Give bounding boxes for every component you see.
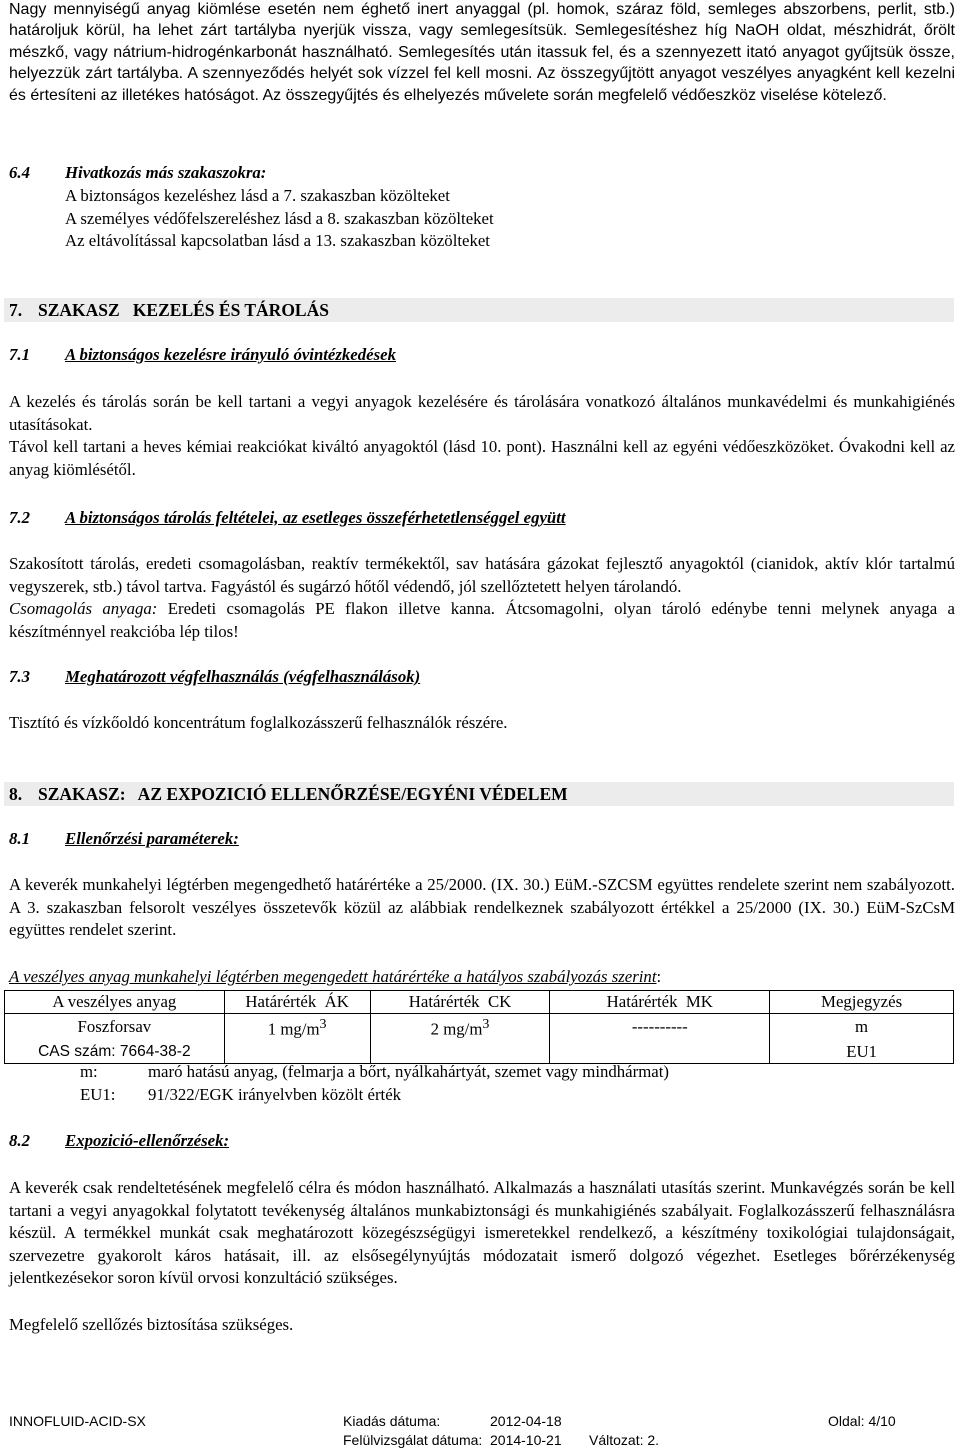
section-8-heading — [9, 782, 568, 806]
header-cell: Határérték MK — [550, 991, 770, 1014]
footer-issue-label: Kiadás dátuma: — [343, 1413, 441, 1429]
reference-item: A biztonságos kezeléshez lásd a 7. szakaszban közölteket — [65, 186, 450, 205]
reference-list — [65, 185, 494, 253]
cas-number-cell: CAS szám: 7664-38-2 — [5, 1041, 225, 1064]
storage-paragraph-1: Szakosított tárolás, eredeti csomagolásban, reaktív termékektől, sav hatására gázokat fejlesztő anyagoktól (cianidok, aktív klór tartalmú vegyszerek, stb.) távol tartva. Fagyástól és sugárzó hőtől védendő, jól szellőztetett helyen tárolandó. — [9, 554, 955, 596]
subsection-number: 8.2 — [9, 1131, 30, 1150]
footer-product-name: INNOFLUID-ACID-SX — [9, 1413, 146, 1429]
subsection-7-1-heading — [9, 344, 396, 366]
legend-key: m: — [80, 1062, 98, 1081]
legend-key: EU1: — [80, 1085, 116, 1104]
ventilation-paragraph: Megfelelő szellőzés biztosítása szükséges. — [9, 1315, 294, 1334]
subsection-title: Hivatkozás más szakaszokra: — [65, 163, 267, 182]
exposure-limits-table — [4, 990, 954, 1064]
subsection-6-4-heading — [9, 162, 266, 184]
subsection-title: Expozició-ellenőrzések: — [65, 1131, 230, 1150]
reference-item: A személyes védőfelszereléshez lásd a 8. szakaszban közölteket — [65, 208, 494, 228]
section-title: SZAKASZ: AZ EXPOZICIÓ ELLENŐRZÉSE/EGYÉNI VÉDELEM — [38, 784, 568, 804]
footer-issue-date: 2012-04-18 — [490, 1413, 562, 1429]
footer-version: Változat: 2. — [589, 1432, 660, 1448]
header-cell: Megjegyzés — [770, 991, 954, 1014]
table-caption-text: A veszélyes anyag munkahelyi légtérben megengedett határértéke a hatályos szabályozás szerint — [9, 967, 657, 986]
subsection-8-2-heading — [9, 1130, 229, 1152]
subsection-title: A biztonságos kezelésre irányuló óvintézkedések — [65, 345, 396, 364]
subsection-number: 7.2 — [9, 508, 30, 527]
header-cell: Határérték CK — [370, 991, 550, 1014]
substance-cell: Foszforsav — [5, 1014, 225, 1041]
section-7-heading — [9, 298, 329, 322]
section-number: 8. — [9, 784, 23, 804]
legend-text: 91/322/EGK irányelvben közölt érték — [148, 1085, 402, 1104]
table-caption — [9, 966, 661, 988]
subsection-8-1-heading — [9, 828, 239, 850]
header-cell: A veszélyes anyag — [5, 991, 225, 1014]
table-caption-colon: : — [656, 967, 662, 986]
table-row — [5, 1014, 954, 1041]
subsection-number: 6.4 — [9, 163, 30, 182]
end-use-paragraph: Tisztító és vízkőoldó koncentrátum foglalkozásszerű felhasználók részére. — [9, 713, 508, 732]
empty-cell — [550, 1041, 770, 1064]
packaging-label: Csomagolás anyaga: — [9, 599, 158, 618]
subsection-title: A biztonságos tárolás feltételei, az esetleges összeférhetetlenséggel együtt — [65, 508, 566, 527]
subsection-7-2-heading — [9, 507, 566, 529]
header-cell: Határérték ÁK — [224, 991, 370, 1014]
mk-cell: ---------- — [550, 1014, 770, 1041]
subsection-title: Ellenőrzési paraméterek: — [65, 829, 239, 848]
ck-cell — [370, 1014, 550, 1041]
spill-cleanup-paragraph: Nagy mennyiségű anyag kiömlése esetén nem éghető inert anyaggal (pl. homok, száraz föld, semleges abszorbens, perlit, stb.) határoljuk körül, ha lehet zárt tartályba nyerjük vissza, vagy semlegesítsük. Semlegesítéshez híg NaOH oldat, mészhidrát, őrölt mészkő, vagy nátrium-hidrogénkarbonát használható. Semlegesítés után itassuk fel, és a szennyezett itató anyagot gyűjtsük össze, helyezzük zárt tartályba. A szennyeződés helyét sok vízzel fel kell mosni. Az összegyűjtött anyagot veszélyes anyagként kell kezelni és értesíteni az illetékes hatóságot. Az összegyűjtés és elhelyezés művelete során megfelelő védőeszköz viselése kötelező. — [9, 1, 955, 104]
storage-paragraph-2 — [9, 598, 955, 643]
table-row-continued — [5, 1041, 954, 1064]
note-cell: EU1 — [770, 1041, 954, 1064]
handling-paragraph-1: A kezelés és tárolás során be kell tartani a vegyi anyagok kezelésére és tárolására vonatkozó általános munkavédelmi és munkahigiénés utasításokat. — [9, 392, 955, 434]
handling-paragraph-2: Távol kell tartani a heves kémiai reakciókat kiváltó anyagoktól (lásd 10. pont). Használni kell az egyéni védőeszközöket. Óvakodni kell az anyag kiömlésétől. — [9, 437, 955, 479]
table-header-row — [5, 991, 954, 1014]
packaging-text: Eredeti csomagolás PE flakon illetve kanna. Átcsomagolni, olyan tároló edénybe tenni melynek anyaga a készítménnyel reakcióba lép tilos! — [9, 599, 955, 641]
subsection-7-3-heading — [9, 666, 420, 688]
empty-cell — [370, 1041, 550, 1064]
ak-exponent: 3 — [319, 1017, 327, 1032]
subsection-number: 7.3 — [9, 667, 30, 686]
section-number: 7. — [9, 300, 23, 320]
footer-page-number: Oldal: 4/10 — [828, 1413, 896, 1429]
subsection-title: Meghatározott végfelhasználás (végfelhasználások) — [65, 667, 421, 686]
control-parameters-paragraph: A keverék munkahelyi légtérben megengedhető határértéke a 25/2000. (IX. 30.) EüM.-SZCSM együttes rendelete szerint nem szabályozott. A 3. szakaszban felsorolt veszélyes összetevők közül az alábbiak rendelkeznek szabályozott értékkel a 25/2000 (IX. 30.) EüM-SzCsM együttes rendelet szerint. — [9, 875, 955, 940]
legend-text: maró hatású anyag, (felmarja a bőrt, nyálkahártyát, szemet vagy mindhármat) — [148, 1062, 669, 1081]
ck-value: 2 mg/m — [430, 1019, 483, 1039]
ak-cell — [224, 1014, 370, 1041]
reference-item: Az eltávolítással kapcsolatban lásd a 13. szakaszban közölteket — [65, 231, 490, 250]
ck-exponent: 3 — [482, 1017, 490, 1032]
empty-cell — [224, 1041, 370, 1064]
footer-review-label: Felülvizsgálat dátuma: — [343, 1432, 483, 1448]
note-cell: m — [770, 1014, 954, 1041]
footer-review-date: 2014-10-21 — [490, 1432, 562, 1448]
section-title: SZAKASZ KEZELÉS ÉS TÁROLÁS — [38, 300, 329, 320]
subsection-number: 8.1 — [9, 829, 30, 848]
subsection-number: 7.1 — [9, 345, 30, 364]
exposure-controls-paragraph: A keverék csak rendeltetésének megfelelő célra és módon használható. Alkalmazás a használati utasítás szerint. Munkavégzés során be kell tartani a vegyi anyagokkal folytatott tevékenység általános munkabiztonsági és munkahigiénés szabályait. Foglalkozásszerű felhasználásra készül. A termékkel munkát csak meghatározott közegészségügyi ismeretekkel rendelkező, a készítmény toxikológiai tulajdonságait, szervezetre gyakorolt káros hatásait, ill. az elsősegélynyújtás módozatait ismerő dolgozó végezhet. Esetleges bőrérzékenység jelentkezésekor soron kívül orvosi konzultáció szükséges. — [9, 1178, 955, 1288]
ak-value: 1 mg/m — [267, 1019, 320, 1039]
